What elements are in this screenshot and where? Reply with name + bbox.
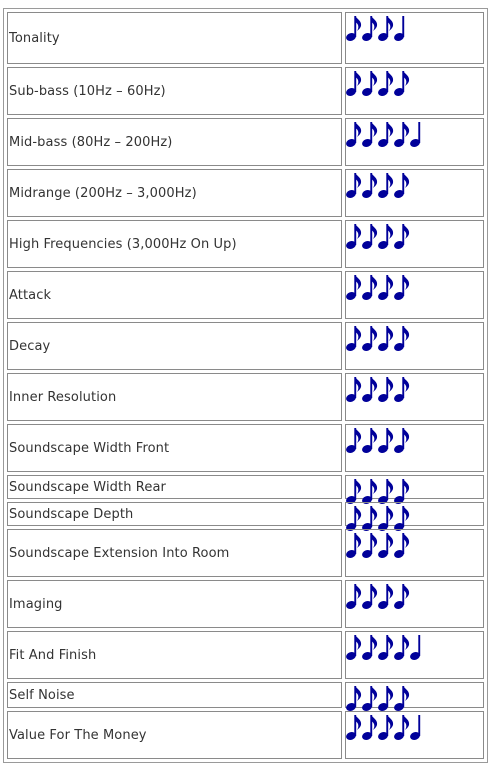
note-rating <box>346 272 410 302</box>
half-music-note-icon <box>410 632 426 662</box>
music-note-icon <box>394 581 410 611</box>
note-rating <box>346 632 426 662</box>
rating-label: Inner Resolution <box>7 373 342 421</box>
music-note-icon <box>346 581 362 611</box>
rating-label: Tonality <box>7 12 342 64</box>
music-note-icon <box>362 374 378 404</box>
music-note-icon <box>346 712 362 742</box>
table-row <box>7 502 484 526</box>
music-note-icon <box>362 581 378 611</box>
music-note-icon <box>378 272 394 302</box>
music-note-icon <box>362 425 378 455</box>
table-row <box>7 169 484 217</box>
rating-notes <box>345 631 484 679</box>
note-rating <box>346 170 410 200</box>
note-rating <box>346 13 410 43</box>
table-row <box>7 529 484 577</box>
rating-notes <box>345 322 484 370</box>
table-row <box>7 322 484 370</box>
music-note-icon <box>394 683 410 713</box>
rating-label: Decay <box>7 322 342 370</box>
rating-label: Soundscape Depth <box>7 502 342 526</box>
rating-notes <box>345 424 484 472</box>
music-note-icon <box>346 221 362 251</box>
half-music-note-icon <box>410 712 426 742</box>
rating-notes <box>345 220 484 268</box>
note-rating <box>346 530 410 560</box>
rating-notes <box>345 373 484 421</box>
music-note-icon <box>362 712 378 742</box>
note-rating <box>346 68 410 98</box>
rating-notes <box>345 502 484 526</box>
music-note-icon <box>378 323 394 353</box>
music-note-icon <box>346 68 362 98</box>
music-note-icon <box>346 13 362 43</box>
table-row <box>7 373 484 421</box>
rating-label: Soundscape Extension Into Room <box>7 529 342 577</box>
music-note-icon <box>346 119 362 149</box>
music-note-icon <box>378 374 394 404</box>
rating-notes <box>345 169 484 217</box>
rating-notes <box>345 682 484 708</box>
rating-notes <box>345 12 484 64</box>
music-note-icon <box>378 221 394 251</box>
music-note-icon <box>394 712 410 742</box>
music-note-icon <box>346 272 362 302</box>
music-note-icon <box>394 68 410 98</box>
table-row <box>7 580 484 628</box>
music-note-icon <box>378 530 394 560</box>
rating-notes <box>345 529 484 577</box>
music-note-icon <box>378 581 394 611</box>
rating-label: Soundscape Width Front <box>7 424 342 472</box>
rating-label: High Frequencies (3,000Hz On Up) <box>7 220 342 268</box>
music-note-icon <box>346 530 362 560</box>
rating-label: Fit And Finish <box>7 631 342 679</box>
table-row <box>7 271 484 319</box>
music-note-icon <box>362 530 378 560</box>
music-note-icon <box>394 632 410 662</box>
table-row <box>7 682 484 708</box>
music-note-icon <box>394 374 410 404</box>
music-note-icon <box>362 632 378 662</box>
music-note-icon <box>362 323 378 353</box>
table-row <box>7 12 484 64</box>
rating-notes <box>345 67 484 115</box>
note-rating <box>346 425 410 455</box>
music-note-icon <box>394 221 410 251</box>
note-rating <box>346 581 410 611</box>
table-row <box>7 424 484 472</box>
rating-label: Imaging <box>7 580 342 628</box>
rating-label: Soundscape Width Rear <box>7 475 342 499</box>
music-note-icon <box>394 530 410 560</box>
rating-notes <box>345 271 484 319</box>
music-note-icon <box>362 68 378 98</box>
note-rating <box>346 323 410 353</box>
music-note-icon <box>394 119 410 149</box>
music-note-icon <box>346 323 362 353</box>
note-rating <box>346 374 410 404</box>
music-note-icon <box>394 170 410 200</box>
table-row <box>7 67 484 115</box>
music-note-icon <box>378 425 394 455</box>
rating-notes <box>345 580 484 628</box>
music-note-icon <box>362 119 378 149</box>
music-note-icon <box>394 425 410 455</box>
table-row <box>7 711 484 759</box>
note-rating <box>346 712 426 742</box>
music-note-icon <box>346 632 362 662</box>
music-note-icon <box>362 221 378 251</box>
music-note-icon <box>346 170 362 200</box>
rating-label: Mid-bass (80Hz – 200Hz) <box>7 118 342 166</box>
music-note-icon <box>362 683 378 713</box>
half-music-note-icon <box>410 119 426 149</box>
music-note-icon <box>378 632 394 662</box>
music-note-icon <box>394 272 410 302</box>
music-note-icon <box>362 272 378 302</box>
ratings-table <box>3 8 488 763</box>
music-note-icon <box>362 170 378 200</box>
note-rating <box>346 683 410 713</box>
ratings-table-body <box>7 12 484 759</box>
note-rating <box>346 119 426 149</box>
rating-label: Midrange (200Hz – 3,000Hz) <box>7 169 342 217</box>
rating-label: Self Noise <box>7 682 342 708</box>
music-note-icon <box>378 170 394 200</box>
note-rating <box>346 221 410 251</box>
half-music-note-icon <box>394 13 410 43</box>
table-row <box>7 475 484 499</box>
music-note-icon <box>362 13 378 43</box>
music-note-icon <box>346 374 362 404</box>
rating-label: Attack <box>7 271 342 319</box>
rating-label: Sub-bass (10Hz – 60Hz) <box>7 67 342 115</box>
rating-notes <box>345 475 484 499</box>
table-row <box>7 631 484 679</box>
music-note-icon <box>394 323 410 353</box>
music-note-icon <box>378 683 394 713</box>
music-note-icon <box>346 425 362 455</box>
music-note-icon <box>378 13 394 43</box>
rating-notes <box>345 711 484 759</box>
table-row <box>7 118 484 166</box>
music-note-icon <box>378 119 394 149</box>
music-note-icon <box>346 683 362 713</box>
music-note-icon <box>378 712 394 742</box>
rating-label: Value For The Money <box>7 711 342 759</box>
music-note-icon <box>378 68 394 98</box>
rating-notes <box>345 118 484 166</box>
table-row <box>7 220 484 268</box>
